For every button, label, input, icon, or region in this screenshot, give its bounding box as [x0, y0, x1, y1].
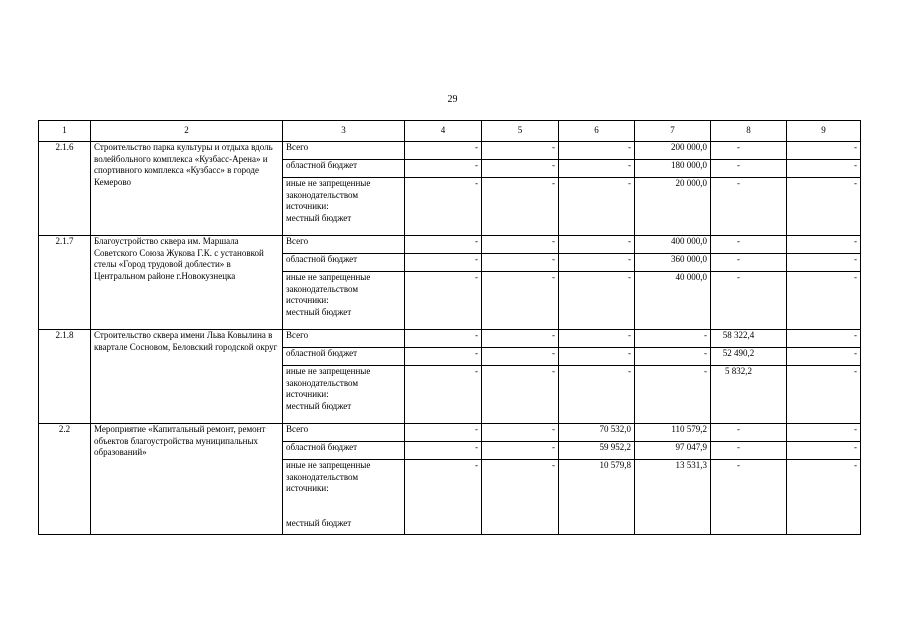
value-c8	[711, 236, 787, 254]
value-c8-text: -	[737, 424, 740, 434]
col-header-1: 1	[39, 121, 91, 142]
funding-source-line: законодательством	[286, 471, 359, 482]
value-c9: -	[787, 236, 861, 254]
col-header-3: 3	[283, 121, 405, 142]
value-c9: -	[787, 366, 861, 424]
value-c5: -	[482, 254, 559, 272]
funding-source-label: областной бюджет	[283, 160, 405, 178]
table-row	[39, 424, 861, 442]
table-row	[39, 142, 861, 160]
value-c9: -	[787, 254, 861, 272]
value-c5: -	[482, 236, 559, 254]
funding-source-line: местный бюджет	[286, 517, 352, 528]
value-c8-text: -	[737, 460, 740, 470]
value-c5: -	[482, 442, 559, 460]
value-c4: -	[405, 254, 482, 272]
value-c7: -	[635, 330, 711, 348]
funding-source-line	[286, 495, 401, 507]
value-c4: -	[405, 160, 482, 178]
col-header-9: 9	[787, 121, 861, 142]
item-name: Благоустройство сквера им. Маршала Советского Союза Жукова Г.К. с установкой стелы «Город трудовой доблести» в Центральном районе г.Новокузнецка	[91, 236, 283, 330]
funding-source-line: иные не запрещенные	[286, 460, 371, 470]
funding-source-line: местный бюджет	[286, 212, 352, 223]
funding-source-label: Всего	[283, 142, 405, 160]
value-c7: 110 579,2	[635, 424, 711, 442]
value-c8	[711, 424, 787, 442]
header-row	[39, 121, 861, 142]
funding-source-line: иные не запрещенные	[286, 178, 371, 188]
funding-source-label: Всего	[283, 424, 405, 442]
funding-source-label: областной бюджет	[283, 254, 405, 272]
funding-source-label	[283, 366, 405, 424]
funding-source-line: источники:	[286, 295, 329, 305]
funding-source-line: иные не запрещенные	[286, 366, 371, 376]
value-c9: -	[787, 178, 861, 236]
value-c6: -	[559, 160, 635, 178]
funding-source-label	[283, 460, 405, 535]
funding-source-label: областной бюджет	[283, 348, 405, 366]
funding-source-line	[286, 506, 401, 518]
value-c5: -	[482, 460, 559, 535]
funding-source-line: законодательством	[286, 283, 359, 294]
value-c8-text: -	[737, 178, 740, 188]
value-c4: -	[405, 236, 482, 254]
col-header-2: 2	[91, 121, 283, 142]
funding-source-line: источники:	[286, 389, 329, 399]
value-c7: 97 047,9	[635, 442, 711, 460]
value-c7: -	[635, 348, 711, 366]
value-c8	[711, 254, 787, 272]
value-c4: -	[405, 178, 482, 236]
value-c8	[711, 330, 787, 348]
value-c5: -	[482, 366, 559, 424]
value-c5: -	[482, 424, 559, 442]
funding-source-line: источники:	[286, 201, 329, 211]
value-c6: 10 579,8	[559, 460, 635, 535]
value-c9: -	[787, 330, 861, 348]
col-header-8: 8	[711, 121, 787, 142]
item-name: Строительство сквера имени Льва Ковылина в квартале Сосновом, Беловский городской округ	[91, 330, 283, 424]
value-c8	[711, 272, 787, 330]
value-c6: -	[559, 330, 635, 348]
value-c7: 400 000,0	[635, 236, 711, 254]
funding-source-line: местный бюджет	[286, 400, 352, 411]
funding-source-line: законодательством	[286, 189, 359, 200]
item-name: Мероприятие «Капитальный ремонт, ремонт объектов благоустройства муниципальных образований»	[91, 424, 283, 535]
value-c5: -	[482, 330, 559, 348]
value-c8-text: -	[737, 272, 740, 282]
col-header-6: 6	[559, 121, 635, 142]
value-c4: -	[405, 366, 482, 424]
value-c8-text: -	[737, 236, 740, 246]
funding-source-label	[283, 178, 405, 236]
value-c7: 360 000,0	[635, 254, 711, 272]
value-c9: -	[787, 442, 861, 460]
value-c8	[711, 460, 787, 535]
value-c9: -	[787, 424, 861, 442]
value-c6: 59 952,2	[559, 442, 635, 460]
value-c7: -	[635, 366, 711, 424]
col-header-4: 4	[405, 121, 482, 142]
value-c5: -	[482, 142, 559, 160]
value-c6: -	[559, 236, 635, 254]
value-c6: 70 532,0	[559, 424, 635, 442]
value-c4: -	[405, 460, 482, 535]
value-c6: -	[559, 254, 635, 272]
value-c6: -	[559, 366, 635, 424]
value-c7: 20 000,0	[635, 178, 711, 236]
value-c8-text: 58 322,4	[722, 330, 755, 340]
value-c4: -	[405, 424, 482, 442]
value-c9: -	[787, 272, 861, 330]
funding-source-line: местный бюджет	[286, 306, 352, 317]
value-c6: -	[559, 272, 635, 330]
value-c9: -	[787, 142, 861, 160]
value-c8	[711, 366, 787, 424]
funding-source-label: Всего	[283, 236, 405, 254]
funding-source-line: законодательством	[286, 377, 359, 388]
funding-source-label: Всего	[283, 330, 405, 348]
value-c9: -	[787, 160, 861, 178]
col-header-7: 7	[635, 121, 711, 142]
item-code: 2.1.8	[39, 330, 91, 424]
value-c8-text: -	[737, 442, 740, 452]
item-name: Строительство парка культуры и отдыха вдоль волейбольного комплекса «Кузбасс-Арена» и спортивного комплекса «Кузбасс» в городе Кемерово	[91, 142, 283, 236]
value-c4: -	[405, 272, 482, 330]
value-c5: -	[482, 272, 559, 330]
value-c8-text: -	[737, 254, 740, 264]
budget-table	[38, 120, 861, 535]
funding-source-line: иные не запрещенные	[286, 272, 371, 282]
value-c8	[711, 160, 787, 178]
value-c5: -	[482, 178, 559, 236]
value-c9: -	[787, 348, 861, 366]
value-c8	[711, 348, 787, 366]
value-c7: 13 531,3	[635, 460, 711, 535]
table-row	[39, 236, 861, 254]
value-c8	[711, 178, 787, 236]
value-c6: -	[559, 178, 635, 236]
value-c4: -	[405, 348, 482, 366]
value-c8-text: -	[737, 160, 740, 170]
value-c4: -	[405, 442, 482, 460]
value-c5: -	[482, 160, 559, 178]
value-c7: 180 000,0	[635, 160, 711, 178]
value-c4: -	[405, 142, 482, 160]
value-c8-text: 5 832,2	[725, 366, 752, 376]
value-c8-text: -	[737, 142, 740, 152]
page-number: 29	[447, 94, 458, 105]
value-c8-text: 52 490,2	[722, 348, 755, 358]
value-c8	[711, 142, 787, 160]
value-c6: -	[559, 348, 635, 366]
value-c4: -	[405, 330, 482, 348]
value-c9: -	[787, 460, 861, 535]
value-c7: 200 000,0	[635, 142, 711, 160]
item-code: 2.1.6	[39, 142, 91, 236]
col-header-5: 5	[482, 121, 559, 142]
funding-source-label	[283, 272, 405, 330]
value-c5: -	[482, 348, 559, 366]
item-code: 2.1.7	[39, 236, 91, 330]
value-c8	[711, 442, 787, 460]
funding-source-label: областной бюджет	[283, 442, 405, 460]
table-row	[39, 330, 861, 348]
value-c6: -	[559, 142, 635, 160]
value-c7: 40 000,0	[635, 272, 711, 330]
item-code: 2.2	[39, 424, 91, 535]
funding-source-line: источники:	[286, 483, 329, 493]
